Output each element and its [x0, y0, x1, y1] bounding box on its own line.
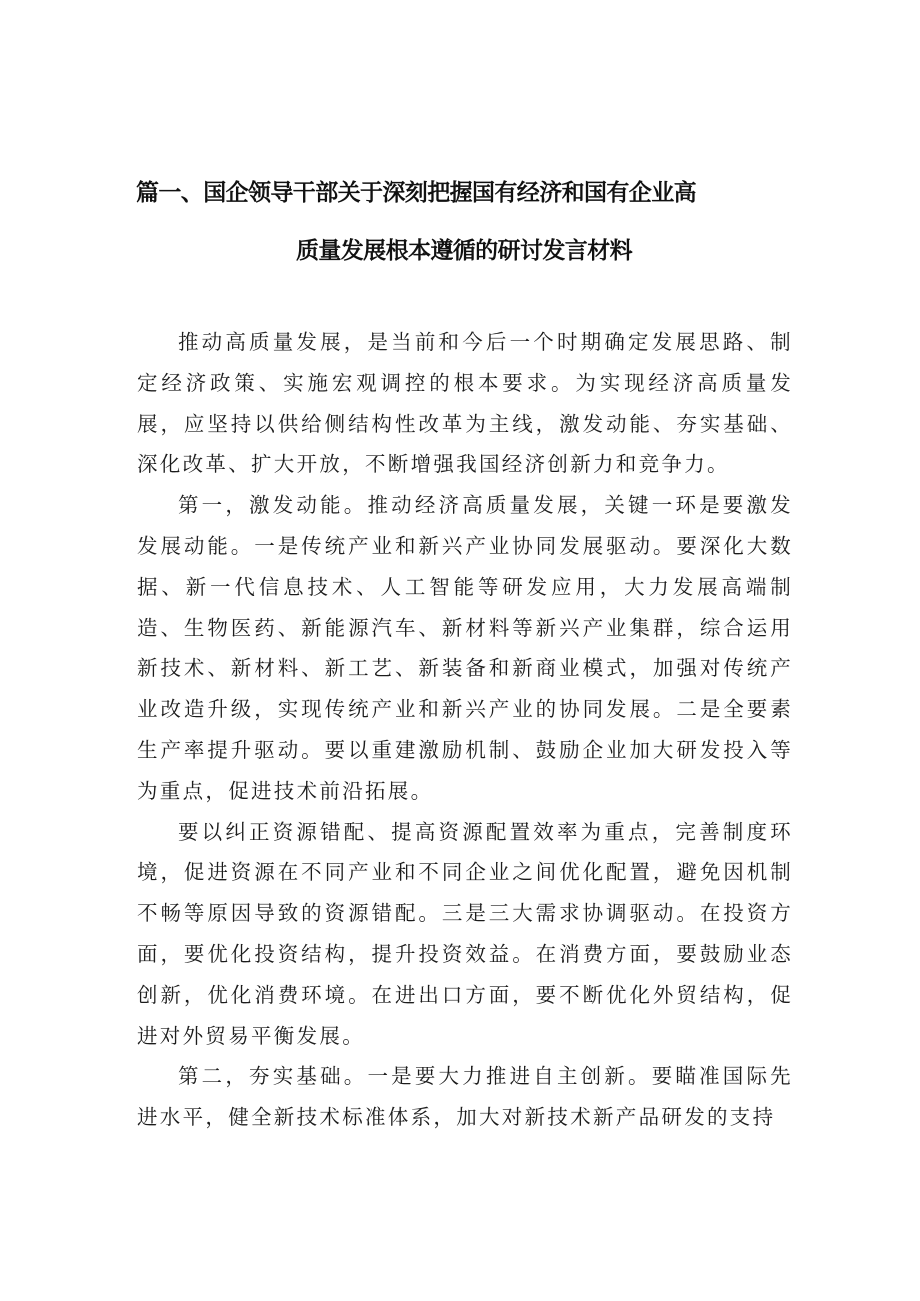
document-title-line-2: 质量发展根本遵循的研讨发言材料 — [295, 238, 632, 264]
paragraph-resource-allocation: 要以纠正资源错配、提高资源配置效率为重点，完善制度环境，促进资源在不同产业和不同企业之间优化配置，避免因机制不畅等原因导致的资源错配。三是三大需求协调驱动。在投资方面，要优化投资结构，提升投资效益。在消费方面，要鼓励业态创新，优化消费环境。在进出口方面，要不断优化外贸结构，促进对外贸易平衡发展。 — [137, 819, 793, 1048]
paragraph-intro: 推动高质量发展，是当前和今后一个时期确定发展思路、制定经济政策、实施宏观调控的根本要求。为实现经济高质量发展，应坚持以供给侧结构性改革为主线，激发动能、夯实基础、深化改革、扩大开放，不断增强我国经济创新力和竞争力。 — [137, 330, 793, 477]
paragraph-first-point: 第一，激发动能。推动经济高质量发展，关键一环是要激发发展动能。一是传统产业和新兴产业协同发展驱动。要深化大数据、新一代信息技术、人工智能等研发应用，大力发展高端制造、生物医药、新能源汽车、新材料等新兴产业集群，综合运用新技术、新材料、新工艺、新装备和新商业模式，加强对传统产业改造升级，实现传统产业和新兴产业的协同发展。二是全要素生产率提升驱动。要以重建激励机制、鼓励企业加大研发投入等为重点，促进技术前沿拓展。 — [137, 493, 793, 803]
document-title-line-1: 篇一、国企领导干部关于深刻把握国有经济和国有企业高 — [136, 180, 697, 206]
paragraph-second-point: 第二，夯实基础。一是要大力推进自主创新。要瞄准国际先进水平，健全新技术标准体系，加大对新技术新产品研发的支持 — [137, 1064, 793, 1130]
document-body — [137, 322, 793, 1138]
